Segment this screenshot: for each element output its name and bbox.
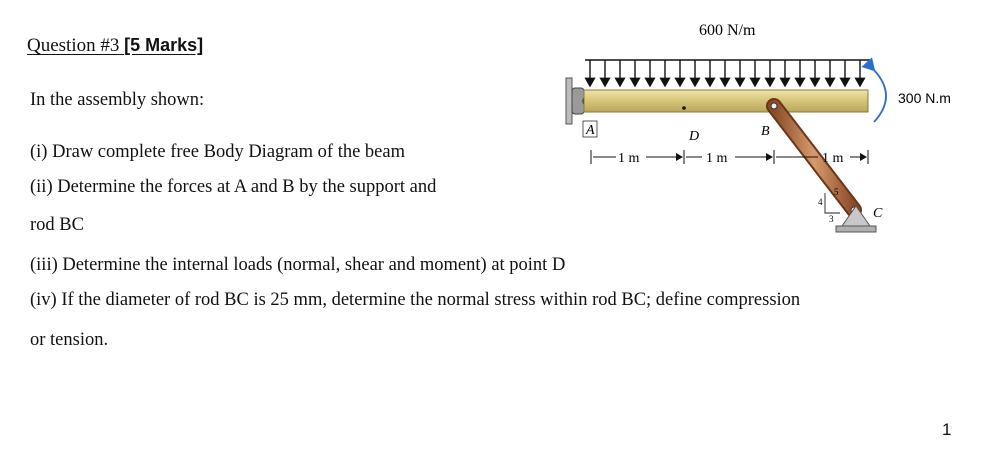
- slope-label-4: 4: [818, 197, 823, 207]
- label-a: A: [586, 123, 595, 138]
- slope-label-3: 3: [829, 214, 834, 224]
- point-d-marker: [682, 106, 686, 110]
- label-b: B: [761, 124, 770, 139]
- distributed-load-arrows: [585, 60, 870, 86]
- dimension-label-3: 1 m: [822, 151, 844, 166]
- task-iv: (iv) If the diameter of rod BC is 25 mm, determine the normal stress within rod BC; define compression: [30, 290, 801, 310]
- question-marks: [5 Marks]: [124, 35, 204, 55]
- intro-line: In the assembly shown:: [30, 90, 205, 110]
- slope-label-5: 5: [834, 187, 839, 197]
- label-d: D: [689, 129, 700, 144]
- dimension-label-1: 1 m: [618, 151, 640, 166]
- task-iii: (iii) Determine the internal loads (normal, shear and moment) at point D: [30, 255, 566, 275]
- question-title: Question #3: [27, 35, 120, 56]
- task-ii: (ii) Determine the forces at A and B by the support and: [30, 177, 437, 197]
- pin-support-c: [836, 206, 876, 232]
- load-label: 600 N/m: [699, 22, 756, 39]
- task-ii-cont: rod BC: [30, 215, 84, 235]
- rod-bc: [771, 103, 857, 213]
- dimension-label-2: 1 m: [706, 151, 728, 166]
- task-iv-cont: or tension.: [30, 330, 109, 350]
- label-c: C: [873, 206, 883, 221]
- page-number: 1: [942, 420, 952, 439]
- beam: [584, 90, 868, 112]
- task-i: (i) Draw complete free Body Diagram of the beam: [30, 142, 405, 162]
- moment-arrow-icon: [874, 70, 886, 122]
- moment-label: 300 N.m: [898, 90, 951, 106]
